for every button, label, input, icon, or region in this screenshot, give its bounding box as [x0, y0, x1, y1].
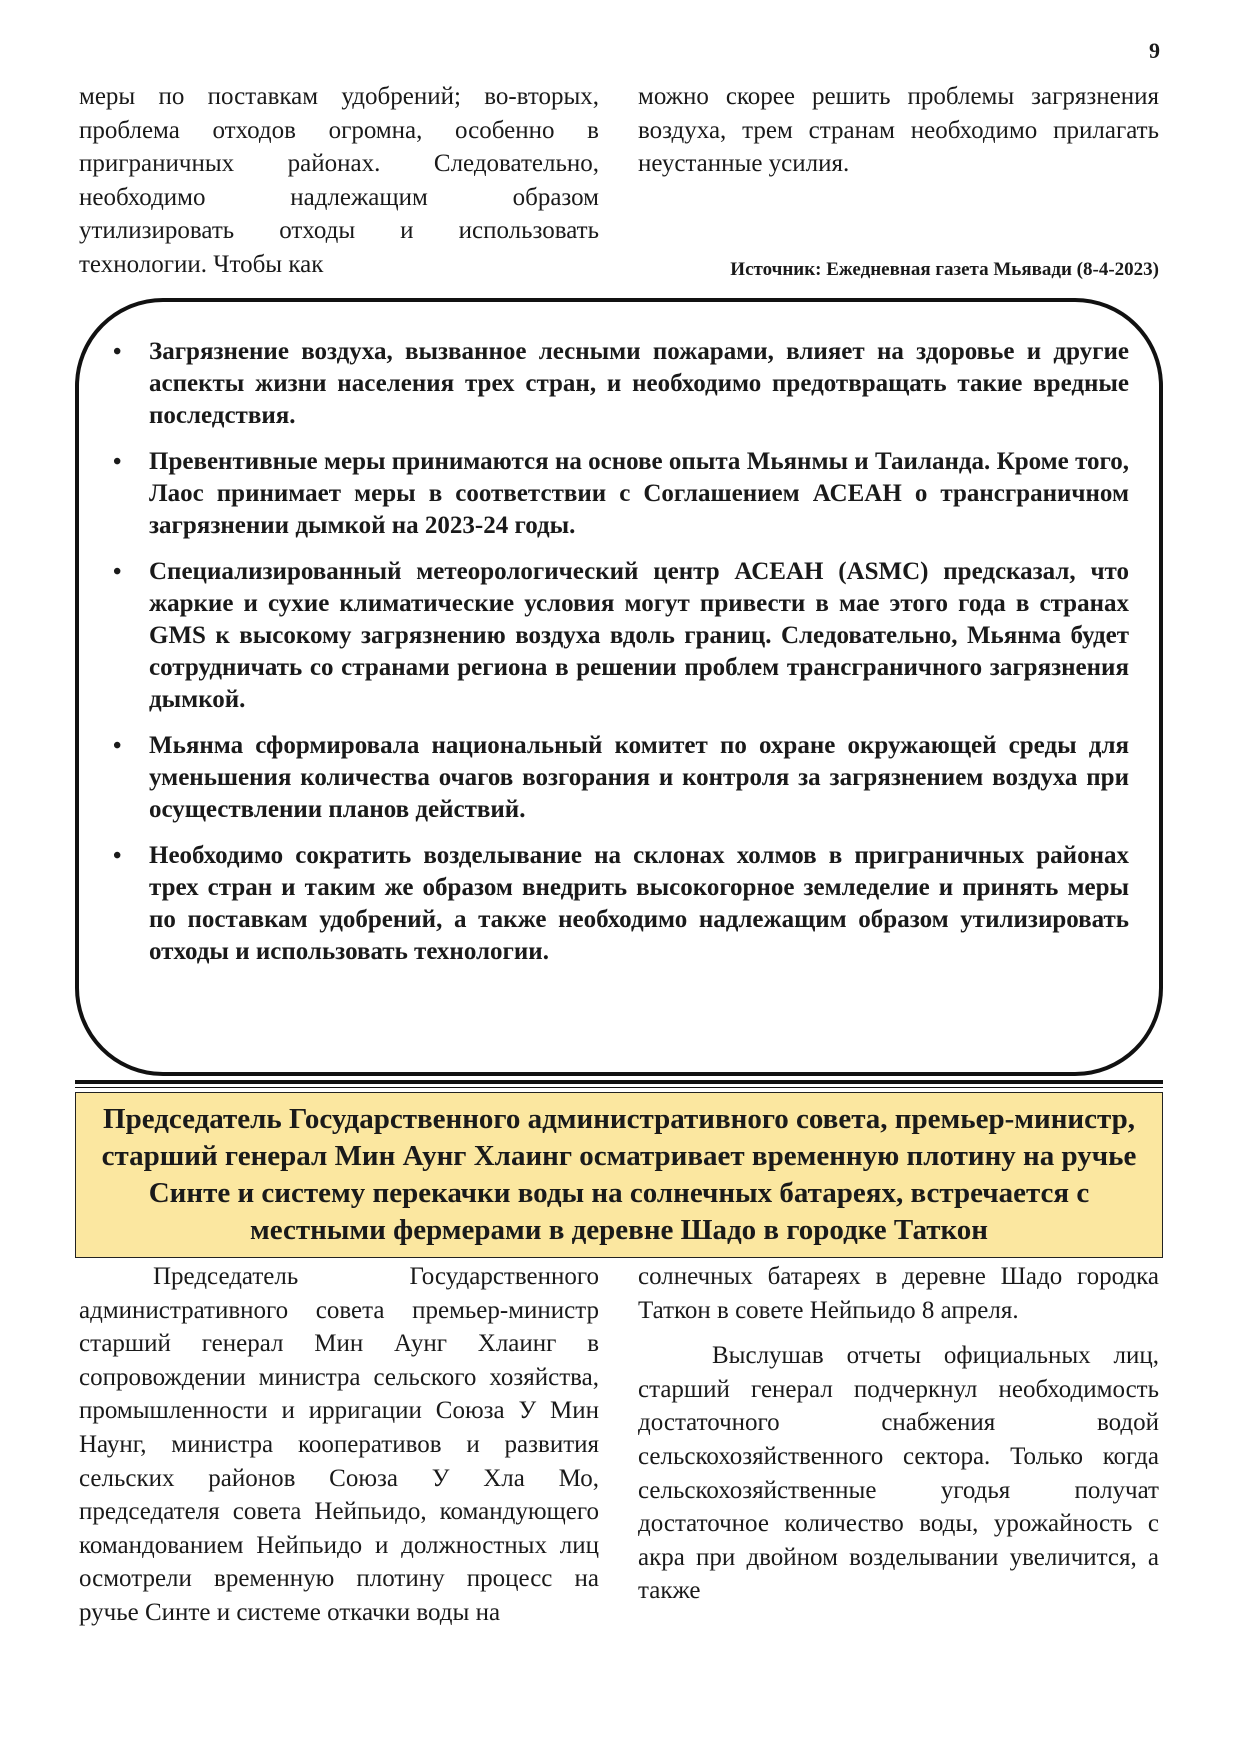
- article-paragraph: меры по поставкам удобрений; во-вторых, проблема отходов огромна, особенно в приграничных районах. Следовательно, необходимо надлежащим образом утилизировать отходы и использовать технологии. Чтобы как: [79, 83, 599, 278]
- summary-point: • Специализированный метеорологический центр АСЕАН (ASMC) предсказал, что жаркие и сухие климатические условия могут привести в мае этого года в странах GMS к высокому загрязнению воздуха вдоль границ. Следовательно, Мьянма будет сотрудничать со странами региона в решении проблем трансграничного загрязнения дымкой.: [149, 556, 1129, 716]
- article-paragraph: Председатель Государственного административного совета премьер-министр старший генерал Мин Аунг Хлаинг в сопровождении министра сельского хозяйства, промышленности и ирригации Союза У Мин Наунг, министра кооперативов и развития сельских районов Союза У Хла Мо, председателя совета Нейпьидо, командующего командованием Нейпьидо и должностных лиц осмотрели временную плотину процесс на ручье Синте и системе откачки воды на: [79, 1263, 599, 1626]
- article-top-left-column: [79, 80, 599, 282]
- summary-list: [149, 336, 1129, 982]
- article-paragraph: Выслушав отчеты официальных лиц, старший генерал подчеркнул необходимость достаточного снабжения водой сельскохозяйственного сектора. Только когда сельскохозяйственные угодья получат достаточное количество воды, урожайность с акра при двойном возделывании увеличится, а также: [638, 1342, 1159, 1605]
- article-top-right-column: [638, 80, 1159, 181]
- section-divider: [75, 1080, 1163, 1084]
- summary-point: • Мьянма сформировала национальный комитет по охране окружающей среды для уменьшения количества очагов возгорания и контроля за загрязнением воздуха при осуществлении планов действий.: [149, 730, 1129, 826]
- summary-point: • Загрязнение воздуха, вызванное лесными пожарами, влияет на здоровье и другие аспекты жизни населения трех стран, и необходимо предотвращать такие вредные последствия.: [149, 336, 1129, 432]
- article-paragraph: можно скорее решить проблемы загрязнения воздуха, трем странам необходимо прилагать неустанные усилия.: [638, 83, 1159, 178]
- summary-box: [75, 298, 1163, 1076]
- article-headline: Председатель Государственного административного совета, премьер-министр, старший генерал Мин Аунг Хлаинг осматривает временную плотину на ручье Синте и систему перекачки воды на солнечных батареях, встречается с местными фермерами в деревне Шадо в городке Таткон: [75, 1092, 1163, 1258]
- page-number: 9: [1149, 38, 1160, 63]
- summary-point: • Превентивные меры принимаются на основе опыта Мьянмы и Таиланда. Кроме того, Лаос принимает меры в соответствии с Соглашением АСЕАН о трансграничном загрязнении дымкой на 2023-24 годы.: [149, 446, 1129, 542]
- article-paragraph: солнечных батареях в деревне Шадо городка Таткон в совете Нейпьидо 8 апреля.: [638, 1263, 1159, 1324]
- article-bottom-right-column: [638, 1260, 1159, 1608]
- summary-point: • Необходимо сократить возделывание на склонах холмов в приграничных районах трех стран и таким же образом внедрить высокогорное земледелие и принять меры по поставкам удобрений, а также необходимо надлежащим образом утилизировать отходы и использовать технологии.: [149, 840, 1129, 968]
- section-divider: [75, 1087, 1163, 1088]
- article-bottom-left-column: [79, 1260, 599, 1630]
- article-source: Источник: Ежедневная газета Мьявади (8-4-2023): [730, 259, 1159, 280]
